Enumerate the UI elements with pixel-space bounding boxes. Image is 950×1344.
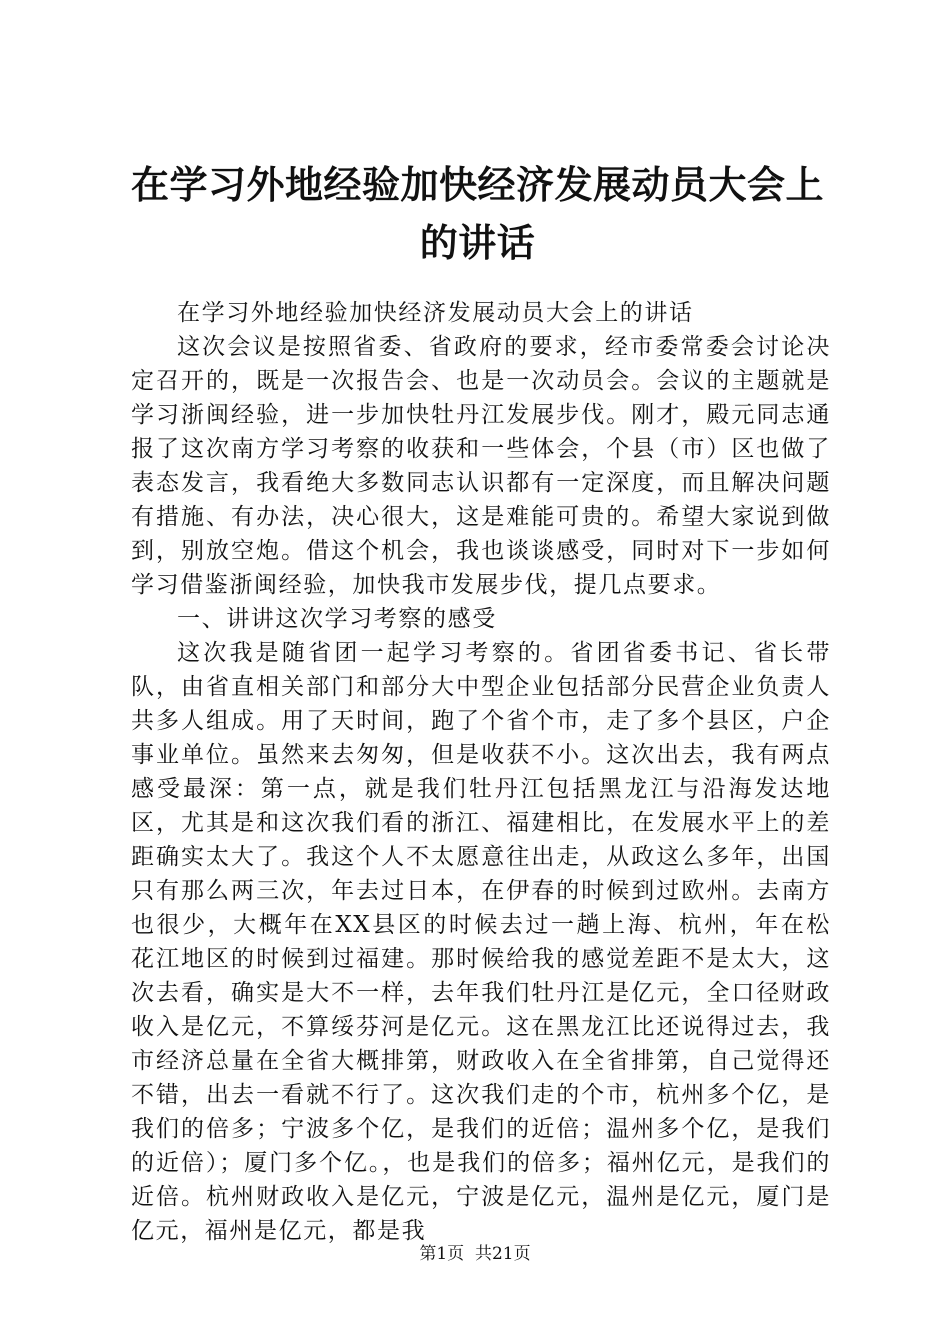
document-body <box>131 296 831 1248</box>
paragraph-inspection: 这次我是随省团一起学习考察的。省团省委书记、省长带队，由省直相关部门和部分大中型企业包括部分民营企业负责人共多人组成。用了天时间，跑了个省个市，走了多个县区，户企事业单位。虽然来去匆匆，但是收获不小。这次出去，我有两点感受最深：第一点，就是我们牡丹江包括黑龙江与沿海发达地区，尤其是和这次我们看的浙江、福建相比，在发展水平上的差距确实太大了。我这个人不太愿意往出走，从政这么多年，出国只有那么两三次，年去过日本，在伊春的时候到过欧州。去南方也很少，大概年在XX县区的时候去过一趟上海、杭州，年在松花江地区的时候到过福建。那时候给我的感觉差距不是太大，这次去看，确实是大不一样，去年我们牡丹江是亿元，全口径财政收入是亿元，不算绥芬河是亿元。这在黑龙江比还说得过去，我市经济总量在全省大概排第，财政收入在全省排第，自己觉得还不错，出去一看就不行了。这次我们走的个市，杭州多个亿，是我们的倍多；宁波多个亿，是我们的近倍；温州多个亿，是我们的近倍）；厦门多个亿。，也是我们的倍多；福州亿元，是我们的近倍。杭州财政收入是亿元，宁波是亿元，温州是亿元，厦门是亿元，福州是亿元，都是我 <box>131 640 831 1244</box>
section-heading: 一、讲讲这次学习考察的感受 <box>177 606 497 632</box>
paragraph-heading-repeat: 在学习外地经验加快经济发展动员大会上的讲话 <box>177 300 694 326</box>
paragraph-intro: 这次会议是按照省委、省政府的要求，经市委常委会讨论决定召开的，既是一次报告会、也是一次动员会。会议的主题就是学习浙闽经验，进一步加快牡丹江发展步伐。刚才，殿元同志通报了这次南方学习考察的收获和一些体会，个县（市）区也做了表态发言，我看绝大多数同志认识都有一定深度，而且解决问题有措施、有办法，决心很大，这是难能可贵的。希望大家说到做到，别放空炮。借这个机会，我也谈谈感受，同时对下一步如何学习借鉴浙闽经验，加快我市发展步伐，提几点要求。 <box>131 334 831 598</box>
page-footer: 第1页 共21页 <box>419 1244 531 1264</box>
document-title: 在学习外地经验加快经济发展动员大会上的讲话 <box>130 163 824 265</box>
